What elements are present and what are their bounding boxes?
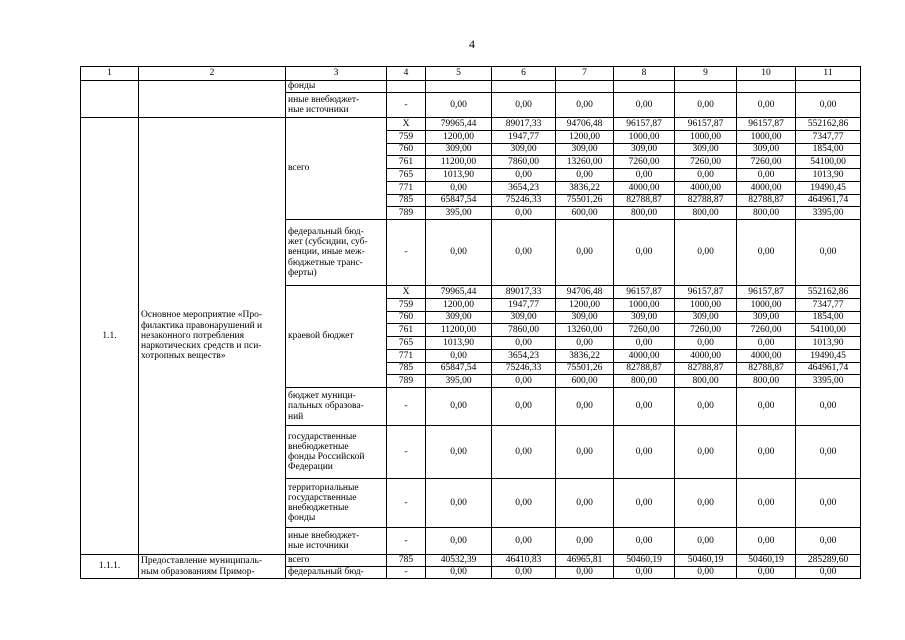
column-header: 5	[426, 67, 492, 81]
value-cell: 54100,00	[796, 156, 861, 169]
value-cell: 4000,00	[675, 181, 737, 194]
budget-code: -	[387, 220, 426, 286]
row-number: 1.1.1.	[81, 555, 139, 579]
header-row	[81, 67, 861, 81]
value-cell: 0,00	[426, 528, 492, 555]
column-header: 4	[387, 67, 426, 81]
value-cell: 50460,19	[737, 555, 796, 567]
value-cell: 1013,90	[426, 169, 492, 182]
value-cell: 65847,54	[426, 362, 492, 375]
value-cell: 0,00	[492, 426, 556, 479]
value-cell: 4000,00	[614, 349, 675, 362]
value-cell: 82788,87	[737, 194, 796, 207]
value-cell: 3836,22	[556, 181, 614, 194]
value-cell: 11200,00	[426, 156, 492, 169]
value-cell: 94706,48	[556, 118, 614, 131]
value-cell: 0,00	[426, 349, 492, 362]
value-cell: 7260,00	[675, 324, 737, 337]
value-cell	[426, 81, 492, 93]
value-cell: 1000,00	[675, 130, 737, 143]
budget-code: Х	[387, 118, 426, 131]
value-cell: 79965,44	[426, 118, 492, 131]
value-cell: 0,00	[426, 388, 492, 426]
budget-code: -	[387, 388, 426, 426]
table-row	[81, 118, 861, 131]
value-cell	[737, 81, 796, 93]
column-header: 9	[675, 67, 737, 81]
value-cell: 309,00	[492, 311, 556, 324]
value-cell: 19490,45	[796, 181, 861, 194]
value-cell: 0,00	[796, 528, 861, 555]
value-cell: 0,00	[796, 220, 861, 286]
value-cell: 82788,87	[675, 194, 737, 207]
value-cell: 50460,19	[614, 555, 675, 567]
value-cell: 800,00	[614, 375, 675, 388]
value-cell: 7260,00	[614, 156, 675, 169]
value-cell: 11200,00	[426, 324, 492, 337]
funding-source: государственные внебюджетные фонды Российской Федерации	[286, 426, 387, 479]
value-cell: 7260,00	[737, 324, 796, 337]
value-cell	[614, 81, 675, 93]
table-row	[81, 81, 861, 93]
value-cell: 395,00	[426, 207, 492, 220]
funding-source: федеральный бюд- жет (субсидии, суб- венции, иные меж- бюджетные транс- ферты)	[286, 220, 387, 286]
value-cell: 1013,90	[796, 169, 861, 182]
column-header: 1	[81, 67, 139, 81]
value-cell: 0,00	[556, 479, 614, 528]
value-cell: 94706,48	[556, 286, 614, 299]
row-number: 1.1.	[81, 118, 139, 555]
budget-code: 759	[387, 298, 426, 311]
value-cell: 7260,00	[675, 156, 737, 169]
budget-code: -	[387, 426, 426, 479]
value-cell: 3654,23	[492, 349, 556, 362]
value-cell	[556, 81, 614, 93]
value-cell: 4000,00	[614, 181, 675, 194]
budget-code	[387, 81, 426, 93]
value-cell: 0,00	[556, 388, 614, 426]
funding-source: бюджет муници- пальных образова- ний	[286, 388, 387, 426]
value-cell: 0,00	[556, 169, 614, 182]
value-cell: 0,00	[426, 479, 492, 528]
value-cell: 1200,00	[556, 130, 614, 143]
value-cell: 0,00	[614, 426, 675, 479]
value-cell: 1000,00	[737, 130, 796, 143]
table-body	[81, 67, 861, 579]
value-cell: 1200,00	[556, 298, 614, 311]
value-cell: 0,00	[675, 220, 737, 286]
value-cell: 0,00	[556, 567, 614, 579]
value-cell: 0,00	[737, 388, 796, 426]
funding-source: иные внебюджет- ные источники	[286, 93, 387, 118]
value-cell: 4000,00	[675, 349, 737, 362]
value-cell: 0,00	[556, 426, 614, 479]
value-cell: 1000,00	[737, 298, 796, 311]
value-cell: 395,00	[426, 375, 492, 388]
value-cell: 0,00	[426, 181, 492, 194]
value-cell: 0,00	[556, 528, 614, 555]
value-cell: 0,00	[492, 388, 556, 426]
budget-code: 771	[387, 181, 426, 194]
value-cell: 40532,39	[426, 555, 492, 567]
column-header: 7	[556, 67, 614, 81]
value-cell: 0,00	[556, 337, 614, 350]
budget-code: 765	[387, 337, 426, 350]
value-cell: 82788,87	[737, 362, 796, 375]
value-cell: 800,00	[675, 207, 737, 220]
value-cell: 309,00	[614, 143, 675, 156]
value-cell: 89017,33	[492, 286, 556, 299]
value-cell: 309,00	[426, 143, 492, 156]
budget-code: 759	[387, 130, 426, 143]
value-cell: 0,00	[492, 567, 556, 579]
value-cell: 0,00	[737, 528, 796, 555]
value-cell	[675, 81, 737, 93]
funding-source: фонды	[286, 81, 387, 93]
value-cell: 1013,90	[796, 337, 861, 350]
value-cell: 7260,00	[737, 156, 796, 169]
value-cell: 4000,00	[737, 181, 796, 194]
value-cell: 7860,00	[492, 324, 556, 337]
value-cell: 552162,86	[796, 118, 861, 131]
budget-code: 765	[387, 169, 426, 182]
value-cell: 46410,83	[492, 555, 556, 567]
value-cell: 13260,00	[556, 156, 614, 169]
value-cell: 75501,26	[556, 194, 614, 207]
column-header: 2	[139, 67, 286, 81]
value-cell: 309,00	[737, 311, 796, 324]
budget-code: 785	[387, 194, 426, 207]
value-cell: 0,00	[426, 426, 492, 479]
value-cell: 800,00	[614, 207, 675, 220]
budget-code: -	[387, 479, 426, 528]
value-cell: 0,00	[614, 220, 675, 286]
value-cell: 0,00	[796, 426, 861, 479]
value-cell: 0,00	[492, 528, 556, 555]
value-cell: 0,00	[675, 479, 737, 528]
value-cell: 309,00	[492, 143, 556, 156]
value-cell: 309,00	[556, 311, 614, 324]
value-cell: 309,00	[675, 143, 737, 156]
value-cell: 0,00	[675, 337, 737, 350]
value-cell: 1200,00	[426, 130, 492, 143]
column-header: 6	[492, 67, 556, 81]
activity-name: Основное мероприятие «Про- филактика правонарушений и незаконного потребления наркотических средств и пси- хотропных веществ»	[139, 118, 286, 555]
value-cell: 0,00	[675, 93, 737, 118]
value-cell: 0,00	[737, 93, 796, 118]
value-cell: 800,00	[737, 375, 796, 388]
value-cell: 309,00	[426, 311, 492, 324]
activity-name	[139, 81, 286, 118]
value-cell: 0,00	[675, 567, 737, 579]
value-cell: 0,00	[492, 375, 556, 388]
funding-source: территориальные государственные внебюджетные фонды	[286, 479, 387, 528]
value-cell: 89017,33	[492, 118, 556, 131]
value-cell: 96157,87	[614, 118, 675, 131]
value-cell: 552162,86	[796, 286, 861, 299]
value-cell: 3395,00	[796, 375, 861, 388]
column-header: 11	[796, 67, 861, 81]
value-cell: 54100,00	[796, 324, 861, 337]
value-cell: 0,00	[675, 169, 737, 182]
budget-code: 760	[387, 143, 426, 156]
value-cell: 464961,74	[796, 194, 861, 207]
value-cell: 0,00	[737, 337, 796, 350]
value-cell: 600,00	[556, 375, 614, 388]
budget-code: 771	[387, 349, 426, 362]
value-cell: 13260,00	[556, 324, 614, 337]
value-cell	[796, 81, 861, 93]
value-cell: 1000,00	[614, 130, 675, 143]
value-cell: 0,00	[796, 479, 861, 528]
budget-code: 785	[387, 555, 426, 567]
value-cell: 1947,77	[492, 298, 556, 311]
value-cell: 285289,60	[796, 555, 861, 567]
value-cell: 1000,00	[675, 298, 737, 311]
value-cell: 309,00	[737, 143, 796, 156]
value-cell: 1854,00	[796, 143, 861, 156]
value-cell: 0,00	[614, 479, 675, 528]
value-cell: 65847,54	[426, 194, 492, 207]
value-cell: 46965,81	[556, 555, 614, 567]
value-cell: 0,00	[614, 169, 675, 182]
value-cell: 96157,87	[737, 286, 796, 299]
activity-name: Предоставление муниципаль- ным образованиям Примор-	[139, 555, 286, 579]
value-cell: 19490,45	[796, 349, 861, 362]
value-cell: 75246,33	[492, 362, 556, 375]
value-cell: 0,00	[614, 567, 675, 579]
budget-code: 761	[387, 156, 426, 169]
value-cell: 309,00	[614, 311, 675, 324]
budget-code: Х	[387, 286, 426, 299]
value-cell: 1000,00	[614, 298, 675, 311]
value-cell: 0,00	[737, 220, 796, 286]
value-cell: 7260,00	[614, 324, 675, 337]
budget-code: 789	[387, 375, 426, 388]
column-header: 8	[614, 67, 675, 81]
value-cell: 0,00	[796, 388, 861, 426]
value-cell: 0,00	[492, 207, 556, 220]
value-cell: 96157,87	[737, 118, 796, 131]
funding-source: всего	[286, 555, 387, 567]
value-cell: 0,00	[426, 220, 492, 286]
value-cell: 3654,23	[492, 181, 556, 194]
value-cell: 1854,00	[796, 311, 861, 324]
value-cell: 7347,77	[796, 298, 861, 311]
value-cell: 82788,87	[675, 362, 737, 375]
value-cell: 0,00	[614, 337, 675, 350]
budget-code: -	[387, 567, 426, 579]
budget-code: -	[387, 93, 426, 118]
value-cell: 0,00	[737, 169, 796, 182]
value-cell: 464961,74	[796, 362, 861, 375]
budget-code: -	[387, 528, 426, 555]
column-header: 3	[286, 67, 387, 81]
value-cell: 1200,00	[426, 298, 492, 311]
value-cell: 600,00	[556, 207, 614, 220]
value-cell: 0,00	[737, 567, 796, 579]
value-cell: 0,00	[614, 93, 675, 118]
value-cell: 0,00	[675, 528, 737, 555]
value-cell: 0,00	[492, 169, 556, 182]
value-cell: 96157,87	[614, 286, 675, 299]
table-row	[81, 555, 861, 567]
value-cell: 800,00	[737, 207, 796, 220]
value-cell: 0,00	[737, 479, 796, 528]
value-cell: 0,00	[675, 426, 737, 479]
row-number	[81, 81, 139, 118]
value-cell: 82788,87	[614, 194, 675, 207]
value-cell	[492, 81, 556, 93]
value-cell: 4000,00	[737, 349, 796, 362]
value-cell: 79965,44	[426, 286, 492, 299]
value-cell: 7347,77	[796, 130, 861, 143]
value-cell: 50460,19	[675, 555, 737, 567]
value-cell: 75501,26	[556, 362, 614, 375]
value-cell: 0,00	[492, 220, 556, 286]
budget-code: 785	[387, 362, 426, 375]
value-cell: 3395,00	[796, 207, 861, 220]
funding-source: всего	[286, 118, 387, 220]
page-number: 4	[469, 37, 475, 51]
value-cell: 0,00	[614, 528, 675, 555]
value-cell: 309,00	[675, 311, 737, 324]
budget-code: 789	[387, 207, 426, 220]
value-cell: 800,00	[675, 375, 737, 388]
budget-table	[80, 66, 861, 579]
value-cell: 0,00	[614, 388, 675, 426]
value-cell: 96157,87	[675, 118, 737, 131]
value-cell: 0,00	[426, 567, 492, 579]
value-cell: 0,00	[556, 220, 614, 286]
value-cell: 3836,22	[556, 349, 614, 362]
value-cell: 7860,00	[492, 156, 556, 169]
value-cell: 0,00	[492, 479, 556, 528]
value-cell: 0,00	[556, 93, 614, 118]
budget-code: 761	[387, 324, 426, 337]
value-cell: 0,00	[796, 567, 861, 579]
value-cell: 0,00	[426, 93, 492, 118]
value-cell: 0,00	[492, 337, 556, 350]
funding-source: иные внебюджет- ные источники	[286, 528, 387, 555]
value-cell: 0,00	[737, 426, 796, 479]
funding-source: федеральный бюд-	[286, 567, 387, 579]
value-cell: 82788,87	[614, 362, 675, 375]
value-cell: 0,00	[492, 93, 556, 118]
value-cell: 309,00	[556, 143, 614, 156]
budget-code: 760	[387, 311, 426, 324]
value-cell: 75246,33	[492, 194, 556, 207]
value-cell: 0,00	[796, 93, 861, 118]
value-cell: 96157,87	[675, 286, 737, 299]
value-cell: 1013,90	[426, 337, 492, 350]
funding-source: краевой бюджет	[286, 286, 387, 388]
value-cell: 0,00	[675, 388, 737, 426]
value-cell: 1947,77	[492, 130, 556, 143]
column-header: 10	[737, 67, 796, 81]
